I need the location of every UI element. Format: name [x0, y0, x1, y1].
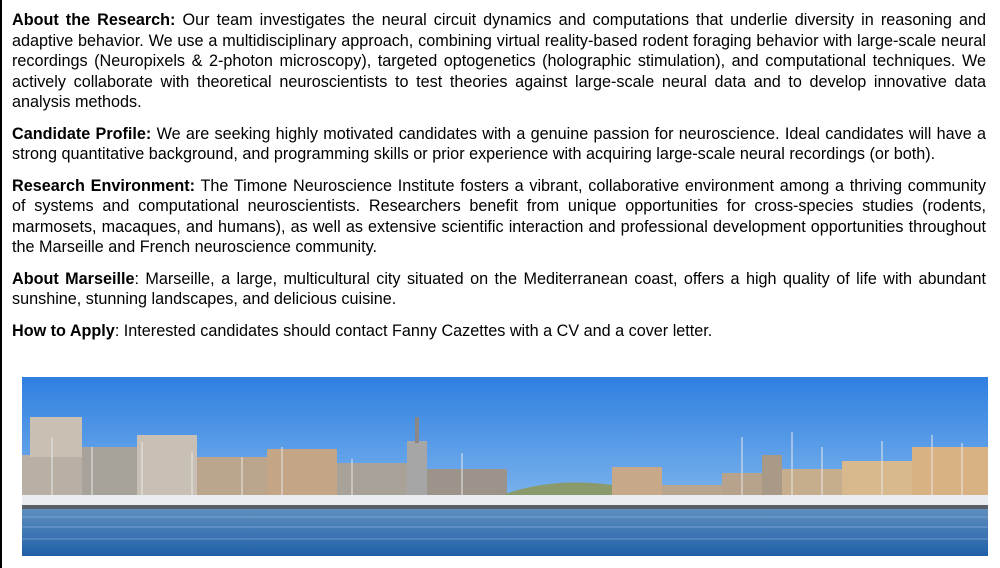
- page-border: [0, 0, 2, 568]
- how-to-apply-paragraph: [12, 321, 986, 342]
- about-marseille-paragraph: [12, 269, 986, 310]
- how-to-apply-text: : Interested candidates should contact Fanny Cazettes with a CV and a cover letter.: [114, 321, 713, 340]
- water: [22, 509, 988, 556]
- how-to-apply-heading: How to Apply: [12, 321, 115, 340]
- research-environment-heading: Research Environment:: [12, 176, 195, 195]
- text-body: [12, 10, 986, 352]
- about-marseille-text: : Marseille, a large, multicultural city situated on the Mediterranean coast, offers a high quality of life with abundant sunshine, stunning landscapes, and delicious cuisine.: [12, 269, 986, 308]
- candidate-profile-text: We are seeking highly motivated candidates with a genuine passion for neuroscience. Ideal candidates will have a strong quantitative background, and programming skills or prior experience with acquiring large-scale neural recordings (or both).: [12, 124, 987, 163]
- candidate-profile-heading: Candidate Profile:: [12, 124, 152, 143]
- research-environment-paragraph: [12, 176, 986, 258]
- about-research-heading: About the Research:: [12, 11, 176, 29]
- about-marseille-heading: About Marseille: [12, 269, 135, 288]
- about-research-paragraph: [12, 10, 986, 113]
- marseille-harbor-photo: [22, 377, 988, 556]
- about-research-text: Our team investigates the neural circuit dynamics and computations that underlie diversity in reasoning and adaptive behavior. We use a multidisciplinary approach, combining virtual reality-based rodent foraging behavior with large-scale neural recordings (Neuropixels & 2-photon microscopy), targeted optogenetics (holographic stimulation), and computational techniques. We actively collaborate with theoretical neuroscientists to test theories against large-scale neural data and to develop innovative data analysis methods.: [12, 11, 986, 111]
- candidate-profile-paragraph: [12, 124, 986, 165]
- research-environment-text: The Timone Neuroscience Institute fosters a vibrant, collaborative environment among a thriving community of systems and computational neuroscientists. Researchers benefit from unique opportunities for cross-species studies (rodents, marmosets, macaques, and humans), as well as extensive scientific interaction and professional development opportunities throughout the Marseille and French neuroscience community.: [12, 176, 987, 256]
